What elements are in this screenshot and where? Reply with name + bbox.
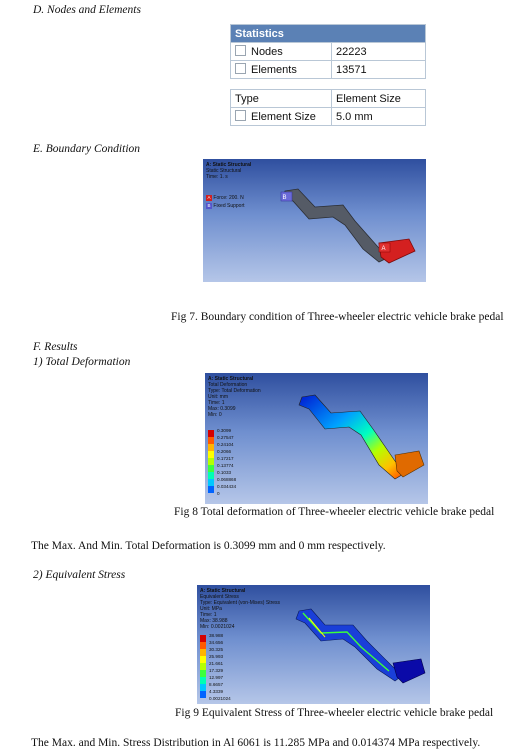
figure-line: Type: Equivalent (von-Mises) Stress (200, 600, 281, 606)
figure-9-caption: Fig 9 Equivalent Stress of Three-wheeler electric vehicle brake pedal (175, 707, 494, 719)
deformation-legend-label: 0.27547 (217, 435, 234, 440)
boundary-condition-figure (203, 159, 426, 282)
figure-line: Total Deformation (208, 382, 248, 388)
table-header-row (231, 90, 426, 108)
elements-value: 13571 (332, 61, 426, 79)
deformation-legend-label: 0.1033 (217, 470, 232, 475)
stress-legend-label: 38.988 (209, 633, 224, 638)
checkbox[interactable] (235, 45, 246, 56)
element-size-header: Element Size (332, 90, 426, 108)
checkbox[interactable] (235, 110, 246, 121)
stress-legend-label: 0.0021024 (209, 696, 231, 701)
deformation-legend-label: 0.24104 (217, 442, 234, 447)
stress-legend-label: 17.329 (209, 668, 224, 673)
checkbox[interactable] (235, 63, 246, 74)
table-row (231, 108, 426, 126)
force-legend-item: A Force: 200. N (207, 195, 244, 201)
figure-line: Min: 0 (208, 412, 222, 418)
stress-legend-label: 21.661 (209, 661, 224, 666)
figure-line: Unit: mm (208, 394, 228, 400)
deformation-legend-label: 0.13774 (217, 463, 234, 468)
figure-7-caption: Fig 7. Boundary condition of Three-wheeler electric vehicle brake pedal (171, 311, 504, 323)
stress-paragraph: The Max. and Min. Stress Distribution in Al 6061 is 11.285 MPa and 0.014374 MPa respectively. (31, 737, 481, 749)
statistics-table (230, 24, 426, 79)
equivalent-stress-figure (197, 585, 430, 704)
deformation-legend-label: 0.2066 (217, 449, 232, 454)
fixed-support-legend-item: B Fixed Support (207, 203, 245, 209)
stress-legend-label: 12.997 (209, 675, 224, 680)
figure-line: Static Structural (206, 168, 242, 174)
element-size-label: Element Size (251, 111, 316, 123)
stress-legend-label: 34.656 (209, 640, 224, 645)
deformation-paragraph: The Max. And Min. Total Deformation is 0.3099 mm and 0 mm respectively. (31, 540, 386, 552)
type-header: Type (231, 90, 332, 108)
stress-legend-label: 25.993 (209, 654, 224, 659)
deformation-model (205, 373, 428, 504)
statistics-title: Statistics (231, 25, 426, 43)
brake-pedal-model (203, 159, 426, 282)
deformation-legend-label: 0.3099 (217, 428, 232, 433)
figure-line: Type: Total Deformation (208, 388, 261, 394)
deformation-legend-label: 0.17217 (217, 456, 234, 461)
element-size-table (230, 89, 426, 126)
figure-line: Unit: MPa (200, 606, 222, 612)
svg-text:A: A (381, 246, 386, 252)
section-f-heading: F. Results (33, 341, 78, 353)
table-row (231, 61, 426, 79)
figure-line: Max: 0.3099 (208, 406, 236, 412)
figure-title: A: Static Structural (206, 162, 252, 168)
figure-line: Equivalent Stress (200, 594, 239, 600)
stress-legend-label: 30.325 (209, 647, 224, 652)
stress-model (197, 585, 430, 704)
stress-legend-label: 4.3339 (209, 689, 224, 694)
figure-line: Max: 38.988 (200, 618, 228, 624)
nodes-value: 22223 (332, 43, 426, 61)
equivalent-stress-heading: 2) Equivalent Stress (33, 569, 126, 581)
figure-title: A: Static Structural (208, 376, 254, 382)
deformation-legend-label: 0.068868 (217, 477, 237, 482)
deformation-legend-label: 0.034434 (217, 484, 237, 489)
svg-text:B: B (282, 195, 287, 201)
figure-line: Time: 1 (200, 612, 217, 618)
section-d-heading: D. Nodes and Elements (33, 4, 141, 16)
stress-legend-label: 8.6657 (209, 682, 224, 687)
nodes-label: Nodes (251, 46, 283, 58)
figure-line: Min: 0.0021024 (200, 624, 235, 630)
total-deformation-heading: 1) Total Deformation (33, 356, 131, 368)
table-row (231, 43, 426, 61)
deformation-legend-label: 0 (217, 491, 220, 496)
elements-label: Elements (251, 64, 297, 76)
figure-8-caption: Fig 8 Total deformation of Three-wheeler electric vehicle brake pedal (174, 506, 495, 518)
section-e-heading: E. Boundary Condition (33, 143, 141, 155)
element-size-value: 5.0 mm (332, 108, 426, 126)
total-deformation-figure (205, 373, 428, 504)
figure-title: A: Static Structural (200, 588, 246, 594)
figure-line: Time: 1 (208, 400, 225, 406)
figure-line: Time: 1. s (206, 174, 228, 180)
